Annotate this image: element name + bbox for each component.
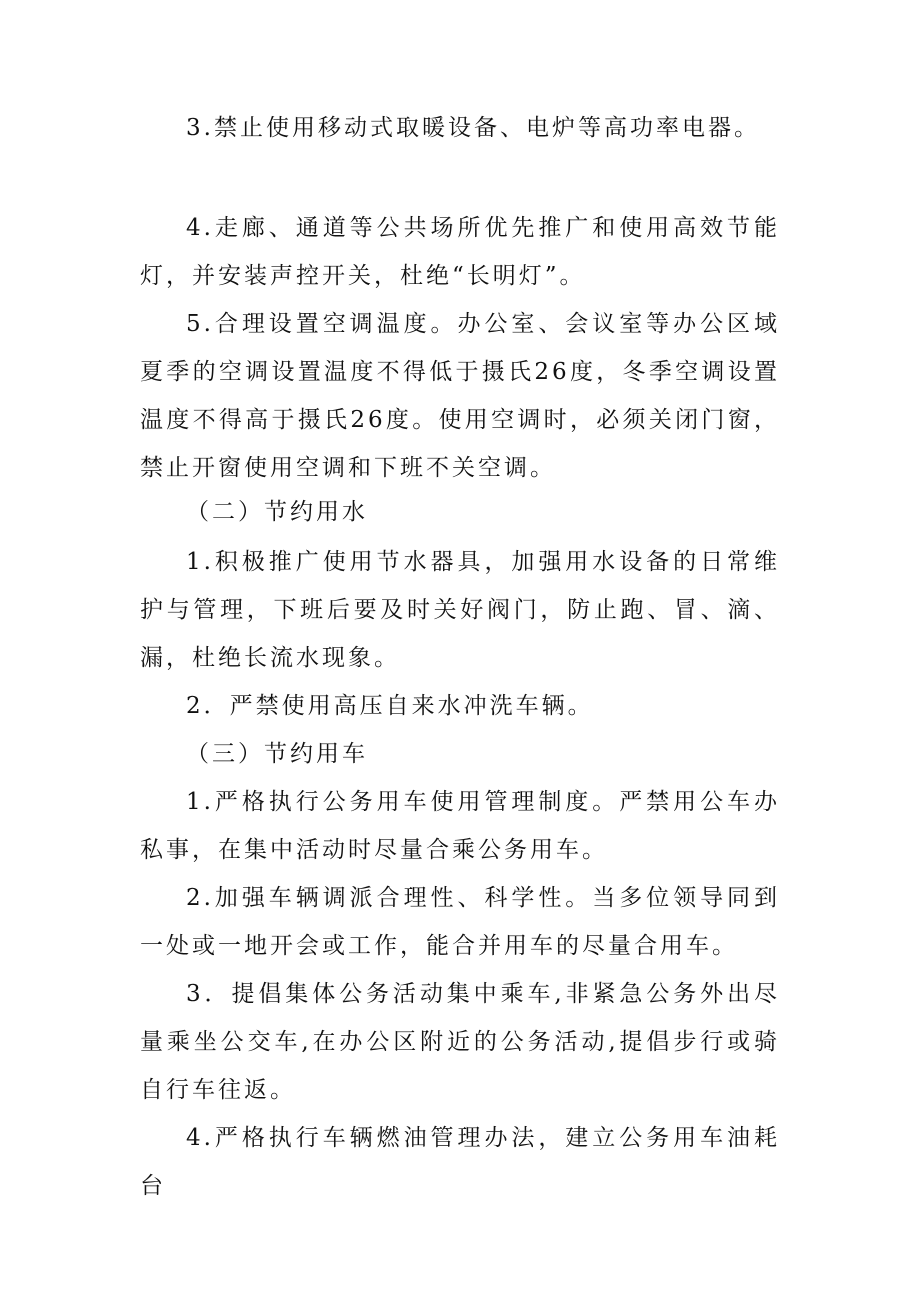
section-heading-vehicles: （三）节约用车	[186, 741, 368, 767]
paragraph-official-car-rules: 1.严格执行公务用车使用管理制度。严禁用公车办私事，在集中活动时尽量合乘公务用车。	[140, 789, 780, 863]
section-heading-water: （二）节约用水	[186, 499, 368, 525]
paragraph-fuel-management: 4.严格执行车辆燃油管理办法，建立公务用车油耗台	[140, 1125, 780, 1199]
paragraph-shared-transport: 3．提倡集体公务活动集中乘车,非紧急公务外出尽量乘坐公交车,在办公区附近的公务活动,提倡步行或骑自行车往返。	[140, 981, 780, 1103]
paragraph-water-fixtures: 1.积极推广使用节水器具，加强用水设备的日常维护与管理，下班后要及时关好阀门，防止跑、冒、滴、漏，杜绝长流水现象。	[140, 549, 780, 671]
paragraph-vehicle-dispatch: 2.加强车辆调派合理性、科学性。当多位领导同到一处或一地开会或工作，能合并用车的尽量合用车。	[140, 885, 780, 959]
paragraph-heater-ban: 3.禁止使用移动式取暖设备、电炉等高功率电器。	[186, 115, 760, 141]
paragraph-air-conditioning: 5.合理设置空调温度。办公室、会议室等办公区域夏季的空调设置温度不得低于摄氏26度，冬季空调设置温度不得高于摄氏26度。使用空调时，必须关闭门窗，禁止开窗使用空调和下班不关空调。	[140, 311, 780, 481]
paragraph-corridor-lighting: 4.走廊、通道等公共场所优先推广和使用高效节能灯，并安装声控开关，杜绝“长明灯”。	[140, 215, 780, 289]
paragraph-car-washing: 2．严禁使用高压自来水冲洗车辆。	[186, 693, 594, 719]
